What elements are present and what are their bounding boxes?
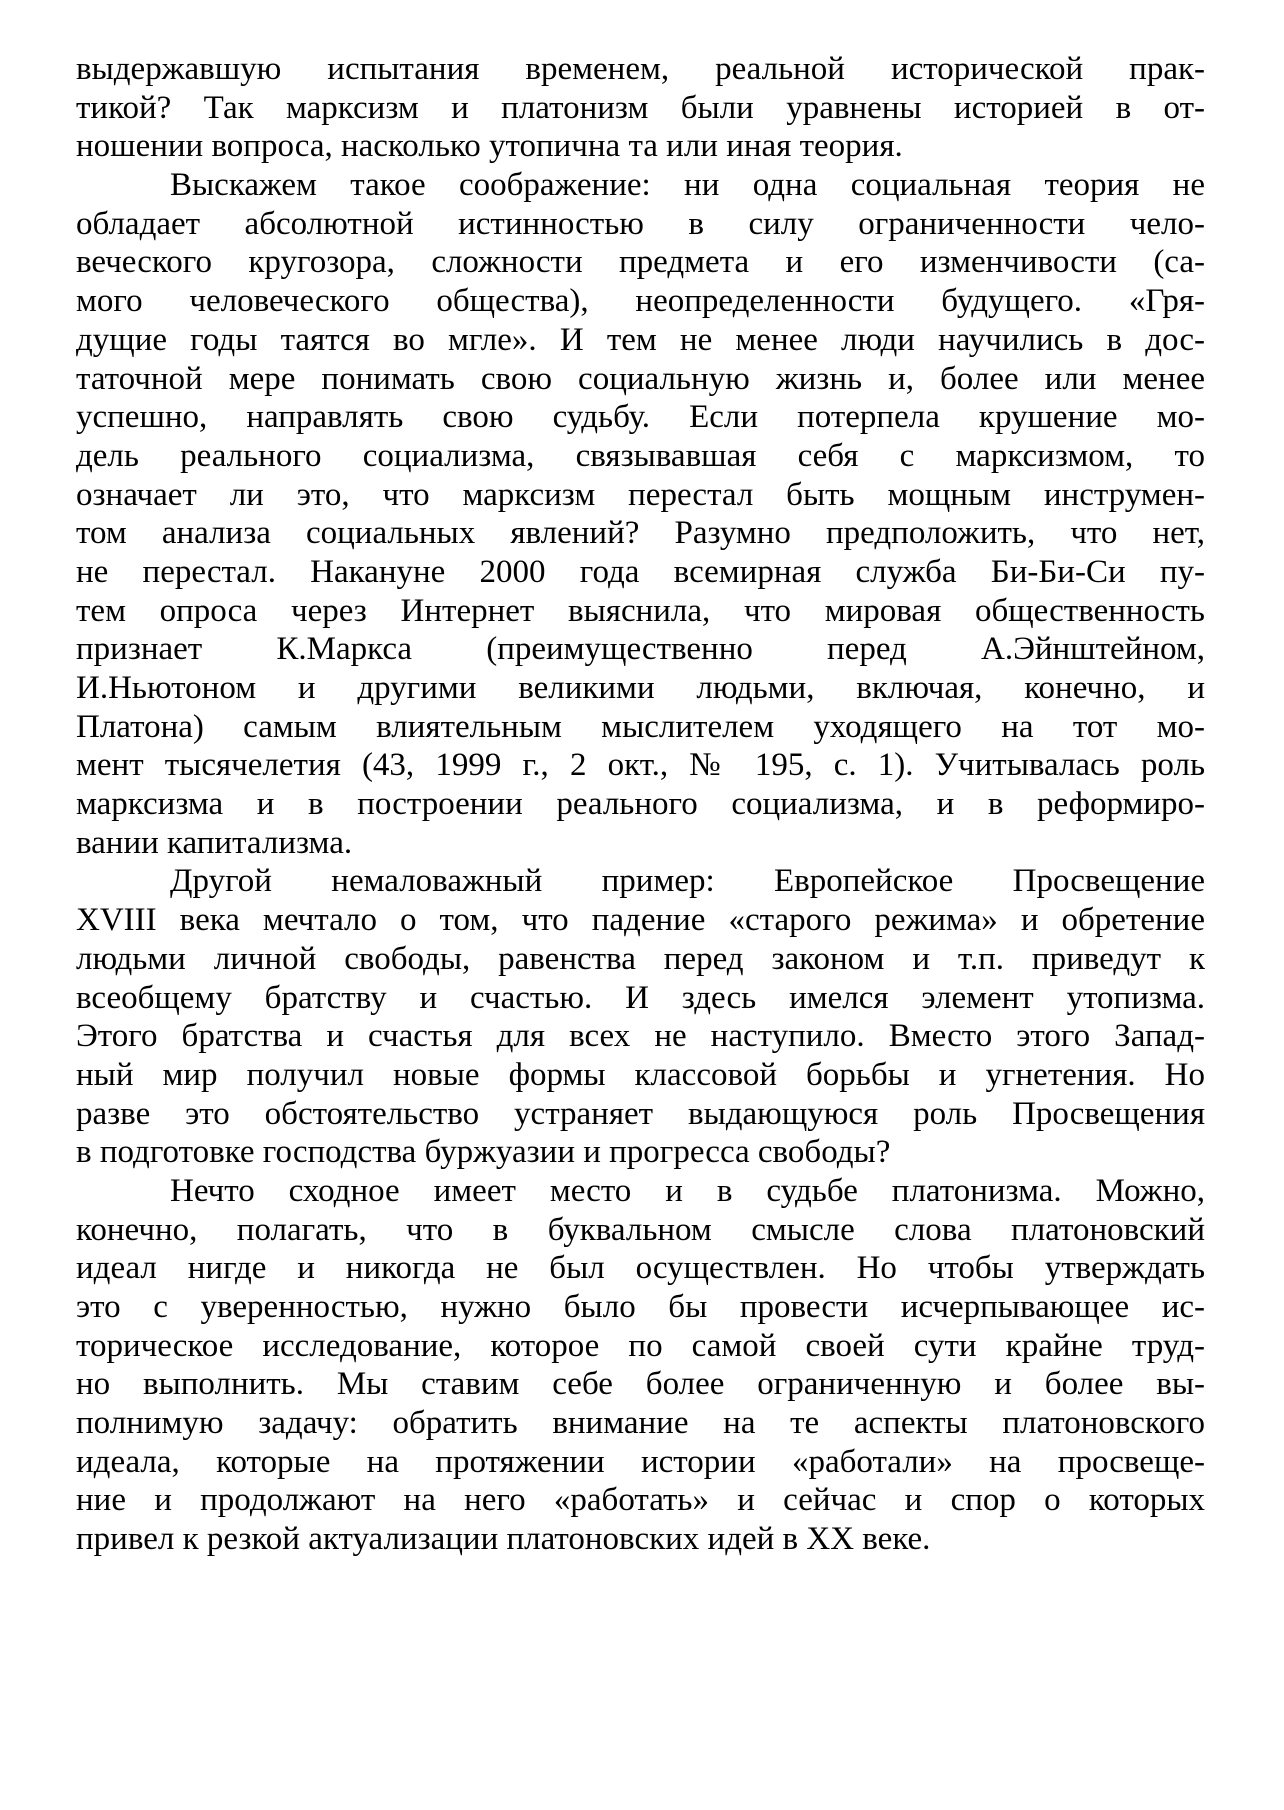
text-line: разве это обстоятельство устраняет выдающуюся роль Просвещения	[76, 1095, 1205, 1132]
text-line: Платона) самым влиятельным мыслителем уходящего на тот мо-	[76, 708, 1205, 745]
text-line: Выскажем такое соображение: ни одна социальная теория не	[170, 167, 1205, 204]
text-line: вании капитализма.	[76, 824, 353, 861]
text-line: означает ли это, что марксизм перестал быть мощным инструмен-	[76, 476, 1205, 513]
paragraph	[76, 862, 1205, 1172]
text-line: это с уверенностью, нужно было бы провести исчерпывающее ис-	[76, 1289, 1205, 1325]
text-line: конечно, полагать, что в буквальном смысле слова платоновский	[76, 1211, 1205, 1248]
text-line: дель реального социализма, связывавшая себя с марксизмом, то	[76, 437, 1205, 474]
text-line: мент тысячелетия (43, 1999 г., 2 окт., № 195, с. 1). Учитывалась роль	[76, 747, 1205, 784]
text-line: в подготовке господства буржуазии и прогресса свободы?	[76, 1134, 891, 1171]
text-line: веческого кругозора, сложности предмета и его изменчивости (са-	[76, 244, 1205, 281]
paragraph	[76, 50, 1205, 166]
text-line: мого человеческого общества), неопределенности будущего. «Гря-	[76, 283, 1205, 320]
paragraph	[76, 1172, 1205, 1559]
text-line: людьми личной свободы, равенства перед законом и т.п. приведут к	[76, 940, 1205, 977]
text-line: обладает абсолютной истинностью в силу ограниченности чело-	[76, 205, 1205, 242]
text-line: И.Ньютоном и другими великими людьми, включая, конечно, и	[76, 670, 1205, 706]
text-line: тем опроса через Интернет выяснила, что мировая общественность	[76, 592, 1205, 629]
text-line: но выполнить. Мы ставим себе более ограниченную и более вы-	[76, 1366, 1205, 1403]
text-line: идеал нигде и никогда не был осуществлен. Но чтобы утверждать	[76, 1250, 1205, 1287]
text-line: Этого братства и счастья для всех не наступило. Вместо этого Запад-	[76, 1018, 1205, 1055]
text-line: XVIII века мечтало о том, что падение «старого режима» и обретение	[76, 902, 1205, 939]
text-line: марксизма и в построении реального социализма, и в реформиро-	[76, 786, 1205, 823]
text-line: признает К.Маркса (преимущественно перед А.Эйнштейном,	[76, 631, 1205, 668]
text-line: успешно, направлять свою судьбу. Если потерпела крушение мо-	[76, 399, 1205, 436]
text-line: выдержавшую испытания временем, реальной исторической прак-	[76, 51, 1205, 87]
text-line: тикой? Так марксизм и платонизм были уравнены историей в от-	[76, 89, 1205, 126]
text-line: привел к резкой актуализации платоновских идей в XX веке.	[76, 1521, 931, 1558]
text-line: ношении вопроса, насколько утопична та или иная теория.	[76, 128, 903, 165]
text-block	[76, 50, 1205, 1559]
text-line: торическое исследование, которое по самой своей сути крайне труд-	[76, 1327, 1205, 1364]
paragraph	[76, 166, 1205, 862]
text-line: ный мир получил новые формы классовой борьбы и угнетения. Но	[76, 1056, 1205, 1093]
text-line: полнимую задачу: обратить внимание на те аспекты платоновского	[76, 1405, 1205, 1442]
text-line: Другой немаловажный пример: Европейское Просвещение	[170, 863, 1205, 900]
text-line: всеобщему братству и счастью. И здесь имелся элемент утопизма.	[76, 979, 1205, 1016]
text-line: Нечто сходное имеет место и в судьбе платонизма. Можно,	[170, 1172, 1205, 1209]
text-line: том анализа социальных явлений? Разумно предположить, что нет,	[76, 515, 1205, 552]
text-line: не перестал. Накануне 2000 года всемирная служба Би-Би-Си пу-	[76, 553, 1205, 590]
text-line: таточной мере понимать свою социальную жизнь и, более или менее	[76, 360, 1205, 397]
text-line: дущие годы таятся во мгле». И тем не менее люди научились в дос-	[76, 321, 1205, 358]
text-line: идеала, которые на протяжении истории «работали» на просвеще-	[76, 1443, 1205, 1480]
text-line: ние и продолжают на него «работать» и сейчас и спор о которых	[76, 1482, 1205, 1519]
